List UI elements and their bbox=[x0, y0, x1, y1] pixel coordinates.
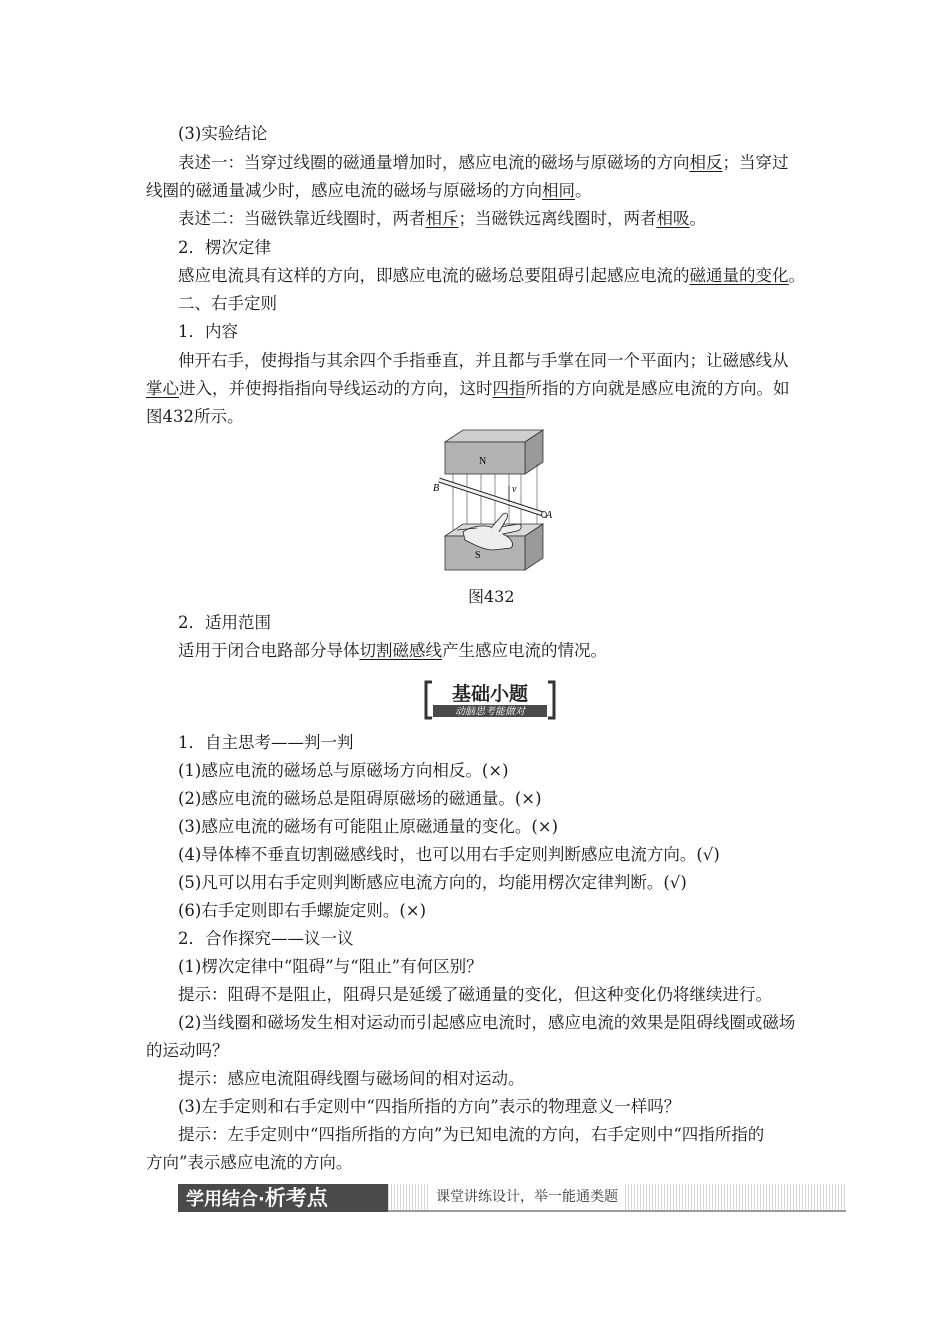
answer-underlined: 相斥 bbox=[425, 209, 459, 228]
paragraph: 线圈的磁通量减少时，感应电流的磁场与原磁场的方向相同。 bbox=[146, 181, 592, 200]
paragraph: 伸开右手，使拇指与其余四个手指垂直，并且都与手掌在同一个平面内；让磁感线从 bbox=[178, 351, 789, 370]
list-item: (6)右手定则即右手螺旋定则。(×) bbox=[178, 901, 427, 920]
question: 的运动吗？ bbox=[146, 1041, 229, 1060]
paragraph: 表述一：当穿过线圈的磁通量增加时，感应电流的磁场与原磁场的方向相反；当穿过 bbox=[178, 153, 789, 172]
figure-caption: 图432 bbox=[468, 587, 515, 606]
answer-hint: 提示：阻碍不是阻止，阻碍只是延缓了磁通量的变化，但这种变化仍将继续进行。 bbox=[178, 985, 772, 1004]
paragraph: 掌心进入，并使拇指指向导线运动的方向，这时四指所指的方向就是感应电流的方向。如 bbox=[146, 379, 790, 398]
answer-underlined: 磁通量的变化 bbox=[689, 266, 789, 285]
section-banner-label: 学用结合·析考点 bbox=[178, 1184, 388, 1212]
answer-underlined: 相反 bbox=[689, 153, 723, 172]
question-title: 2．合作探究——议一议 bbox=[178, 929, 354, 948]
section-title: 2．适用范围 bbox=[178, 613, 271, 632]
answer-underlined: 相吸 bbox=[656, 209, 690, 228]
answer-underlined: 四指 bbox=[492, 379, 526, 398]
basic-exercises-badge bbox=[424, 680, 556, 720]
list-item: (4)导体棒不垂直切割磁感线时，也可以用右手定则判断感应电流方向。(√) bbox=[178, 845, 720, 864]
answer-hint: 方向”表示感应电流的方向。 bbox=[146, 1153, 353, 1172]
section-title: (3)实验结论 bbox=[178, 124, 268, 143]
question: (3)左手定则和右手定则中“四指所指的方向”表示的物理意义一样吗？ bbox=[178, 1097, 681, 1116]
question: (1)楞次定律中“阻碍”与“阻止”有何区别？ bbox=[178, 957, 483, 976]
velocity-label: v bbox=[512, 484, 517, 495]
list-item: (5)凡可以用右手定则判断感应电流方向的，均能用楞次定律判断。(√) bbox=[178, 873, 687, 892]
section-title: 2．楞次定律 bbox=[178, 238, 271, 257]
section-banner bbox=[178, 1184, 846, 1212]
question: (2)当线圈和磁场发生相对运动而引起感应电流时，感应电流的效果是阻碍线圈或磁场 bbox=[178, 1013, 796, 1032]
answer-hint: 提示：感应电流阻碍线圈与磁场间的相对运动。 bbox=[178, 1069, 525, 1088]
paragraph: 感应电流具有这样的方向，即感应电流的磁场总要阻碍引起感应电流的磁通量的变化。 bbox=[178, 266, 805, 285]
badge-title: 基础小题 bbox=[451, 683, 529, 705]
list-item: (1)感应电流的磁场总与原磁场方向相反。(×) bbox=[178, 761, 509, 780]
list-item: (2)感应电流的磁场总是阻碍原磁场的磁通量。(×) bbox=[178, 789, 542, 808]
point-b-label: B bbox=[433, 483, 440, 494]
section-banner-text: 课堂讲练设计，举一能通类题 bbox=[430, 1184, 624, 1210]
answer-underlined: 切割磁感线 bbox=[359, 641, 442, 660]
section-heading: 二、右手定则 bbox=[178, 294, 277, 313]
south-pole-label: S bbox=[475, 550, 481, 561]
question-title: 1．自主思考——判一判 bbox=[178, 733, 354, 752]
point-a-label: A bbox=[546, 510, 553, 521]
badge-subtitle: 动脑思考能做对 bbox=[455, 706, 525, 718]
north-pole-label: N bbox=[479, 456, 487, 467]
answer-underlined: 相同 bbox=[542, 181, 575, 200]
paragraph: 表述二：当磁铁靠近线圈时，两者相斥；当磁铁远离线圈时，两者相吸。 bbox=[178, 209, 706, 228]
right-hand-rule-figure bbox=[433, 428, 563, 580]
paragraph: 适用于闭合电路部分导体切割磁感线产生感应电流的情况。 bbox=[178, 641, 607, 660]
answer-underlined: 掌心 bbox=[146, 379, 179, 398]
section-title: 1．内容 bbox=[178, 322, 238, 341]
answer-hint: 提示：左手定则中“四指所指的方向”为已知电流的方向，右手定则中“四指所指的 bbox=[178, 1125, 765, 1144]
paragraph: 图432所示。 bbox=[146, 407, 244, 426]
list-item: (3)感应电流的磁场有可能阻止原磁通量的变化。(×) bbox=[178, 817, 559, 836]
